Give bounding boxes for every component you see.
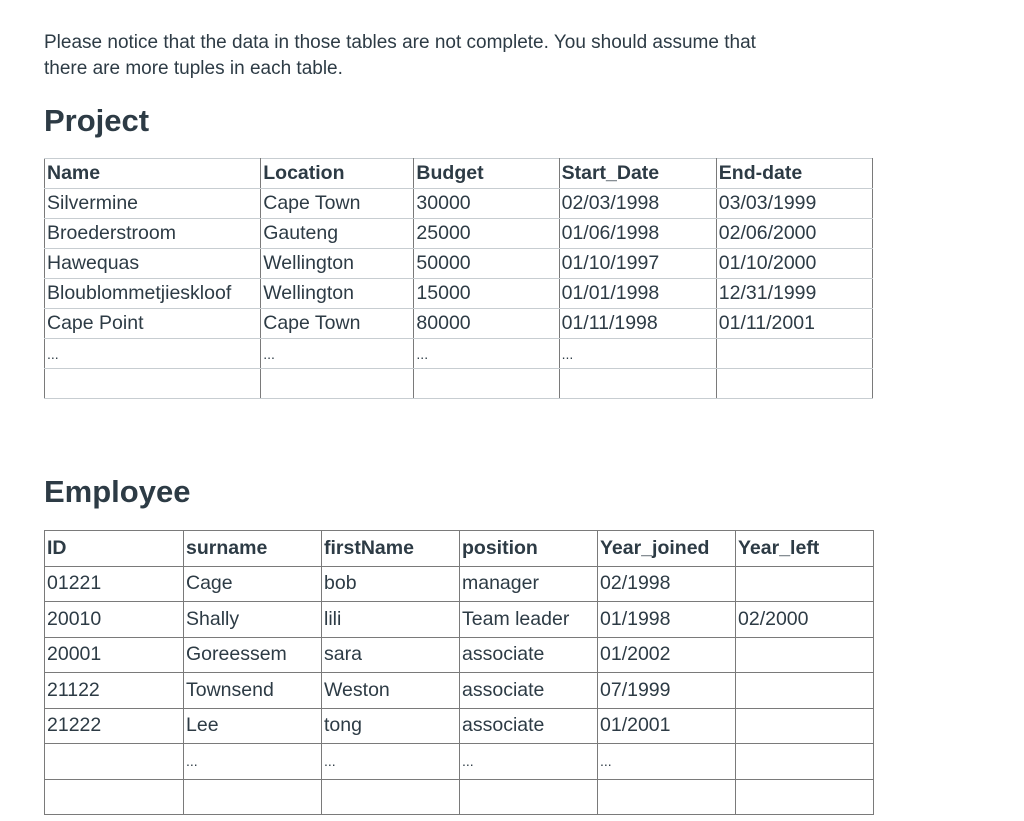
table-cell xyxy=(716,369,872,399)
table-cell: 15000 xyxy=(414,279,559,309)
table-cell: Hawequas xyxy=(45,249,261,279)
table-cell: 03/03/1999 xyxy=(716,189,872,219)
intro-line-1: Please notice that the data in those tables are not complete. You should assume that xyxy=(44,32,756,53)
table-cell: Bloublommetjieskloof xyxy=(45,279,261,309)
table-cell: associate xyxy=(460,673,598,709)
table-cell: 50000 xyxy=(414,249,559,279)
table-cell: bob xyxy=(322,566,460,602)
table-cell: manager xyxy=(460,566,598,602)
table-row xyxy=(45,249,873,279)
table-cell: Gauteng xyxy=(261,219,414,249)
table-cell: ... xyxy=(598,744,736,780)
table-row xyxy=(45,744,874,780)
table-cell: 20010 xyxy=(45,602,184,638)
table-cell: Townsend xyxy=(184,673,322,709)
table-cell: 80000 xyxy=(414,309,559,339)
table-cell: Cape Town xyxy=(261,309,414,339)
table-cell: 02/03/1998 xyxy=(559,189,716,219)
table-row xyxy=(45,566,874,602)
table-cell: ... xyxy=(261,339,414,369)
table-cell: Goreessem xyxy=(184,637,322,673)
table-cell: 01/2001 xyxy=(598,708,736,744)
table-cell: 01/1998 xyxy=(598,602,736,638)
table-cell: Cape Town xyxy=(261,189,414,219)
table-cell: Wellington xyxy=(261,249,414,279)
employee-column-header: Year_left xyxy=(736,531,874,567)
employee-table xyxy=(44,530,874,815)
table-row xyxy=(45,339,873,369)
table-cell: 01221 xyxy=(45,566,184,602)
table-cell: Lee xyxy=(184,708,322,744)
table-cell: ... xyxy=(184,744,322,780)
table-cell: Wellington xyxy=(261,279,414,309)
table-cell: ... xyxy=(559,339,716,369)
project-column-header: Location xyxy=(261,159,414,189)
table-cell: Team leader xyxy=(460,602,598,638)
employee-column-header: surname xyxy=(184,531,322,567)
table-cell xyxy=(736,779,874,815)
employee-heading: Employee xyxy=(44,474,191,509)
table-cell: 02/2000 xyxy=(736,602,874,638)
table-row xyxy=(45,369,873,399)
table-cell: 20001 xyxy=(45,637,184,673)
intro-line-2: there are more tuples in each table. xyxy=(44,58,343,79)
table-cell xyxy=(736,673,874,709)
table-cell xyxy=(45,744,184,780)
table-cell xyxy=(736,637,874,673)
table-cell: 01/2002 xyxy=(598,637,736,673)
table-cell: 01/10/1997 xyxy=(559,249,716,279)
table-cell: ... xyxy=(322,744,460,780)
table-cell xyxy=(45,779,184,815)
table-cell: 07/1999 xyxy=(598,673,736,709)
table-row xyxy=(45,189,873,219)
table-row xyxy=(45,309,873,339)
table-row xyxy=(45,637,874,673)
project-table xyxy=(44,158,873,399)
table-cell xyxy=(45,369,261,399)
table-row xyxy=(45,219,873,249)
table-row xyxy=(45,779,874,815)
employee-column-header: firstName xyxy=(322,531,460,567)
table-cell: 01/01/1998 xyxy=(559,279,716,309)
table-cell xyxy=(598,779,736,815)
table-cell: 01/11/1998 xyxy=(559,309,716,339)
table-cell xyxy=(460,779,598,815)
table-row xyxy=(45,279,873,309)
table-cell xyxy=(559,369,716,399)
table-cell: associate xyxy=(460,637,598,673)
employee-column-header: Year_joined xyxy=(598,531,736,567)
table-cell xyxy=(736,566,874,602)
employee-column-header: position xyxy=(460,531,598,567)
table-cell xyxy=(414,369,559,399)
table-cell: 02/1998 xyxy=(598,566,736,602)
project-column-header: End-date xyxy=(716,159,872,189)
table-cell: lili xyxy=(322,602,460,638)
table-cell: 01/10/2000 xyxy=(716,249,872,279)
table-row xyxy=(45,673,874,709)
table-cell: tong xyxy=(322,708,460,744)
table-row xyxy=(45,602,874,638)
table-cell: 01/11/2001 xyxy=(716,309,872,339)
table-cell xyxy=(716,339,872,369)
table-cell: associate xyxy=(460,708,598,744)
table-cell xyxy=(736,744,874,780)
table-cell: 12/31/1999 xyxy=(716,279,872,309)
table-cell: 30000 xyxy=(414,189,559,219)
table-cell: Cape Point xyxy=(45,309,261,339)
table-cell: 25000 xyxy=(414,219,559,249)
table-cell xyxy=(184,779,322,815)
project-column-header: Name xyxy=(45,159,261,189)
table-cell xyxy=(261,369,414,399)
table-cell: Weston xyxy=(322,673,460,709)
project-heading: Project xyxy=(44,103,150,138)
project-header-row xyxy=(45,159,873,189)
table-cell: Cage xyxy=(184,566,322,602)
table-cell: Broederstroom xyxy=(45,219,261,249)
table-cell: 01/06/1998 xyxy=(559,219,716,249)
intro-text xyxy=(44,30,904,82)
project-column-header: Start_Date xyxy=(559,159,716,189)
table-cell: ... xyxy=(45,339,261,369)
table-cell: Silvermine xyxy=(45,189,261,219)
table-cell: ... xyxy=(414,339,559,369)
table-cell: sara xyxy=(322,637,460,673)
table-cell: 21222 xyxy=(45,708,184,744)
table-cell xyxy=(736,708,874,744)
table-cell: Shally xyxy=(184,602,322,638)
project-column-header: Budget xyxy=(414,159,559,189)
table-cell xyxy=(322,779,460,815)
table-cell: 02/06/2000 xyxy=(716,219,872,249)
table-cell: ... xyxy=(460,744,598,780)
table-row xyxy=(45,708,874,744)
employee-header-row xyxy=(45,531,874,567)
employee-column-header: ID xyxy=(45,531,184,567)
table-cell: 21122 xyxy=(45,673,184,709)
